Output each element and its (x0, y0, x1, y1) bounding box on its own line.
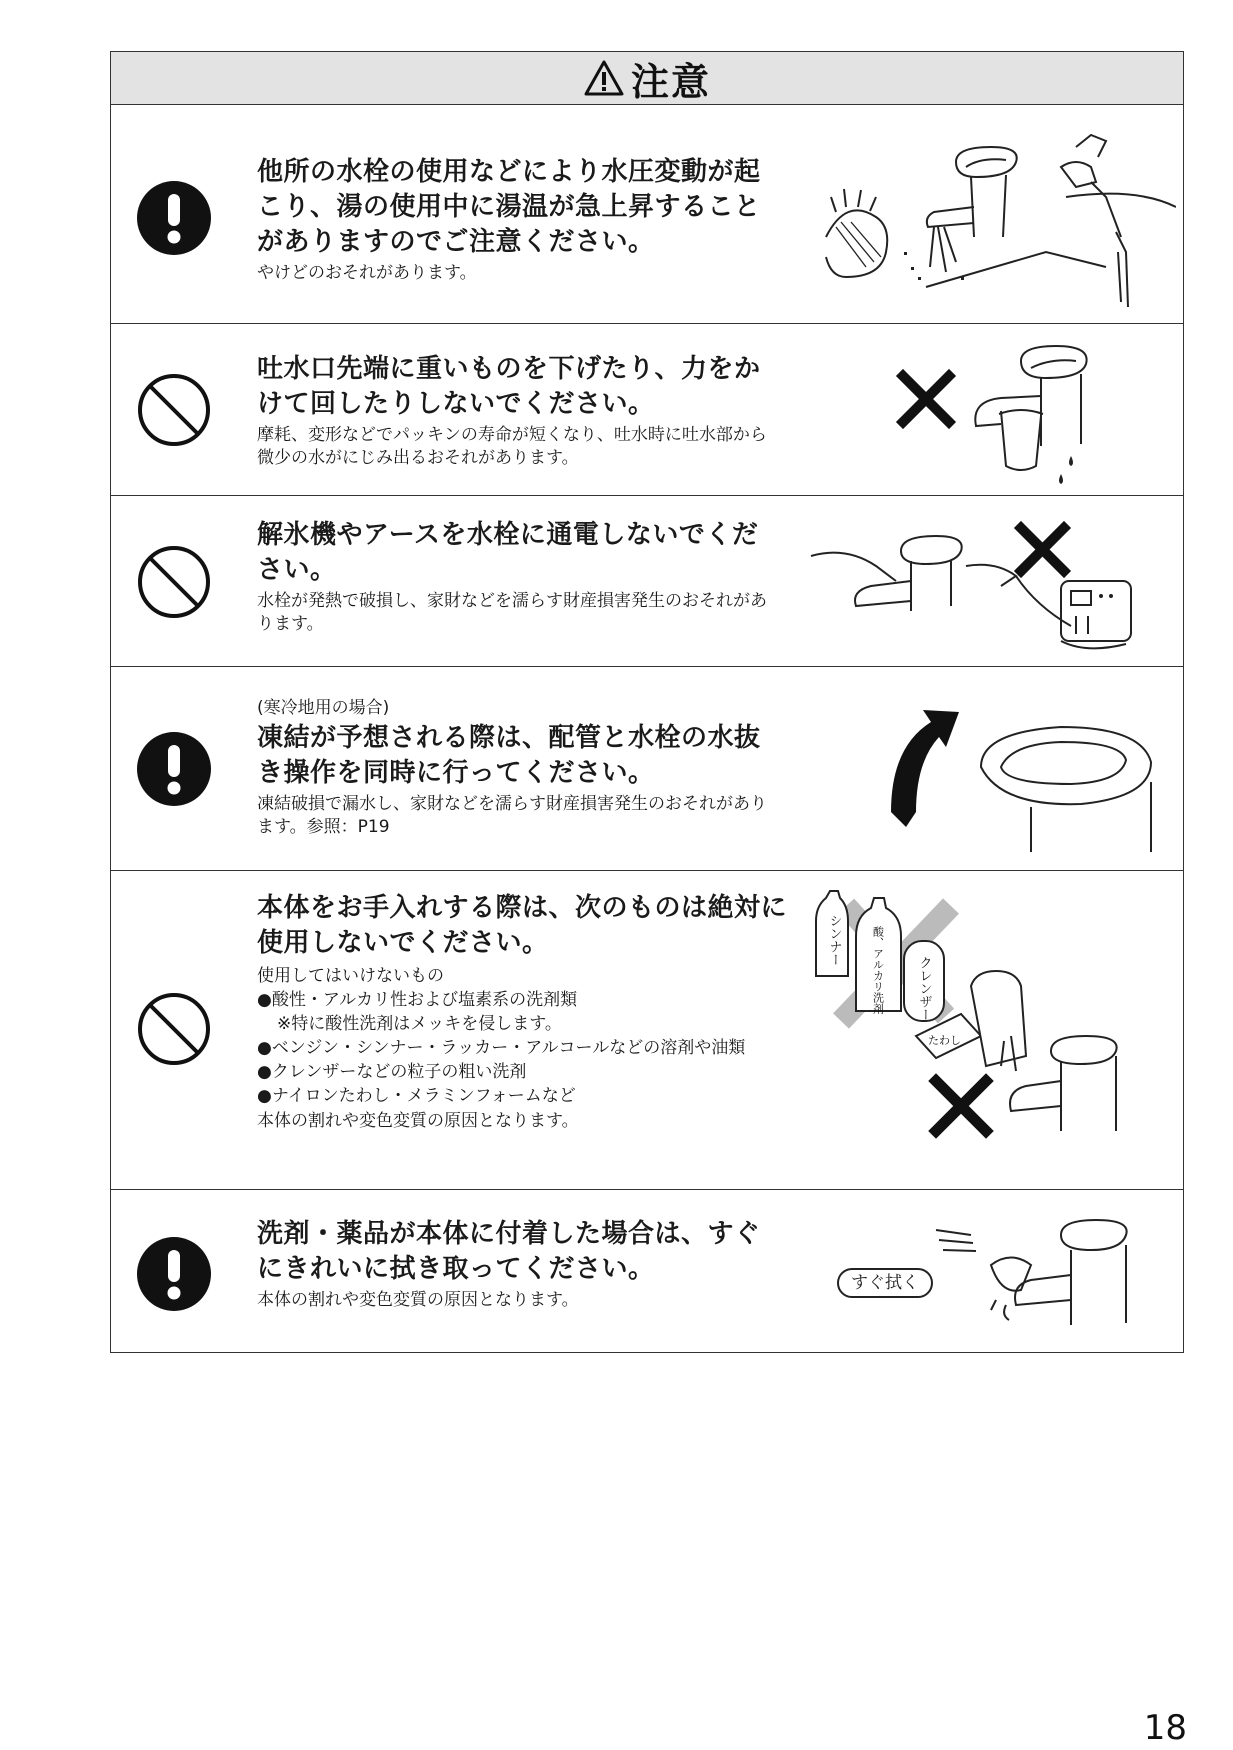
list-title: 使用してはいけないもの (257, 966, 444, 986)
row-subtext: 摩耗、変形などでパッキンの寿命が短くなり、吐水時に吐水部から微少の水がにじみ出るおそれがあります。 (257, 425, 767, 468)
mandatory-icon (136, 180, 212, 256)
caution-header (111, 52, 1183, 105)
warning-triangle-icon (583, 59, 625, 97)
acid-alkali-label: 酸、アルカリ洗剤 (871, 926, 885, 1014)
caution-row-cleaning (111, 871, 1183, 1190)
row-headline: 本体をお手入れする際は、次のものは絶対に使用しないでください。 (257, 893, 788, 958)
faucet-heavy-bucket-illustration (891, 336, 1131, 486)
mandatory-icon (136, 731, 212, 807)
row-headline: 凍結が予想される際は、配管と水栓の水抜き操作を同時に行ってください。 (257, 723, 761, 788)
row-note: (寒冷地用の場合) (257, 698, 390, 718)
cleanser-label: クレンザー (916, 956, 932, 1021)
prohibited-icon (136, 991, 212, 1067)
row-headline: 解氷機やアースを水栓に通電しないでください。 (257, 520, 759, 585)
caution-row-water-pressure (111, 105, 1183, 324)
page-number: 18 (1143, 1708, 1187, 1748)
prohibited-items-list (257, 988, 797, 1108)
row-headline: 他所の水栓の使用などにより水圧変動が起こり、湯の使用中に湯温が急上昇することがありますのでご注意ください。 (257, 157, 761, 257)
scrub-label: たわし (928, 1034, 961, 1047)
thinner-label: シンナー (826, 914, 842, 966)
list-item: ●酸性・アルカリ性および塩素系の洗剤類 (257, 990, 578, 1010)
list-item: ※特に酸性洗剤はメッキを侵します。 (277, 1014, 562, 1034)
wipe-now-bubble: すぐ拭く (837, 1268, 933, 1298)
list-item: ●クレンザーなどの粒子の粗い洗剤 (257, 1062, 527, 1082)
row-headline: 洗剤・薬品が本体に付着した場合は、すぐにきれいに拭き取ってください。 (257, 1219, 761, 1284)
row-subtext: やけどのおそれがあります。 (257, 263, 477, 283)
list-item: ●ベンジン・シンナー・ラッカー・アルコールなどの溶剤や油類 (257, 1038, 746, 1058)
prohibited-icon (136, 544, 212, 620)
prohibited-icon (136, 372, 212, 448)
caution-row-heavy-objects (111, 324, 1183, 496)
faucet-hot-water-illustration (806, 127, 1176, 307)
row-subtext: 本体の割れや変色変質の原因となります。 (257, 1111, 579, 1131)
caution-row-deicer (111, 496, 1183, 667)
row-headline: 吐水口先端に重いものを下げたり、力をかけて回したりしないでください。 (257, 354, 761, 419)
faucet-lever-up-illustration (871, 692, 1171, 852)
list-item: ●ナイロンたわし・メラミンフォームなど (257, 1086, 576, 1106)
faucet-deicer-illustration (806, 506, 1176, 661)
prohibited-cleaners-illustration (806, 886, 1176, 1186)
faucet-wipe-illustration (931, 1205, 1176, 1340)
row-subtext: 水栓が発熱で破損し、家財などを濡らす財産損害発生のおそれがあります。 (257, 591, 767, 634)
caution-frame (110, 51, 1184, 1353)
header-title: 注意 (630, 59, 711, 104)
row-subtext: 本体の割れや変色変質の原因となります。 (257, 1290, 579, 1310)
caution-row-wipe (111, 1190, 1183, 1354)
row-subtext: 凍結破損で漏水し、家財などを濡らす財産損害発生のおそれがあります。参照：P19 (257, 794, 767, 837)
mandatory-icon (136, 1236, 212, 1312)
caution-row-freezing (111, 667, 1183, 871)
